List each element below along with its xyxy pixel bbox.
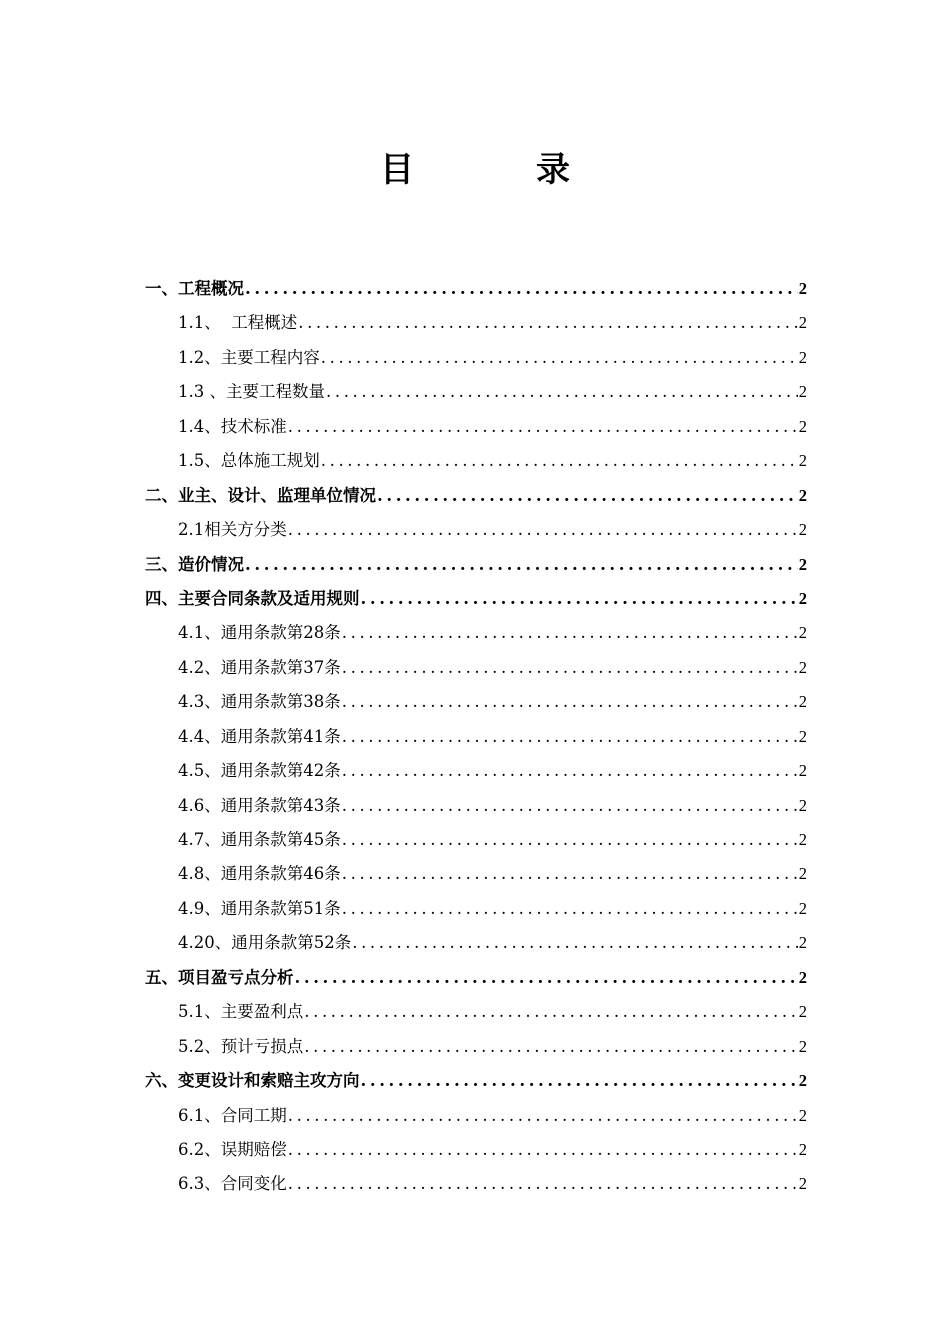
- toc-subsection-entry[interactable]: [145, 892, 807, 926]
- toc-dot-leader: [304, 995, 798, 1029]
- toc-subsection-entry[interactable]: [145, 823, 807, 857]
- toc-page-number: 2: [798, 588, 807, 608]
- toc-entry-label: 4.9、通用条款第51条: [178, 898, 341, 918]
- table-of-contents: [145, 272, 807, 1202]
- toc-subsection-entry[interactable]: [145, 720, 807, 754]
- toc-entry-label: 4.4、通用条款第41条: [178, 726, 341, 746]
- toc-entry-label: 1.3 、主要工程数量: [178, 382, 325, 402]
- toc-subsection-entry[interactable]: [145, 789, 807, 823]
- toc-dot-leader: [361, 1064, 798, 1098]
- toc-page-number: 2: [798, 623, 807, 643]
- toc-entry-label: 4.6、通用条款第43条: [178, 795, 341, 815]
- toc-entry-label: 五、项目盈亏点分析: [145, 967, 294, 987]
- toc-entry-label: 一、工程概况: [145, 279, 244, 298]
- toc-entry-label: 三、造价情况: [145, 554, 244, 574]
- toc-entry-label: 2.1相关方分类: [178, 520, 287, 540]
- toc-page-number: 2: [798, 898, 807, 918]
- toc-section-entry[interactable]: [145, 1064, 807, 1098]
- toc-page-number: 2: [798, 1105, 807, 1125]
- toc-dot-leader: [288, 1099, 798, 1133]
- toc-entry-label: 5.2、预计亏损点: [178, 1036, 304, 1056]
- toc-entry-label: 5.1、主要盈利点: [178, 1002, 304, 1022]
- toc-page-number: 2: [798, 554, 807, 574]
- toc-entry-label: 4.7、通用条款第45条: [178, 830, 341, 849]
- toc-dot-leader: [321, 444, 798, 478]
- toc-dot-leader: [288, 410, 798, 444]
- toc-dot-leader: [342, 754, 798, 788]
- toc-dot-leader: [298, 306, 798, 340]
- toc-subsection-entry[interactable]: [145, 306, 807, 340]
- toc-dot-leader: [342, 823, 798, 857]
- toc-subsection-entry[interactable]: [145, 444, 807, 478]
- toc-dot-leader: [342, 789, 798, 823]
- toc-section-entry[interactable]: [145, 479, 807, 513]
- toc-subsection-entry[interactable]: [145, 651, 807, 685]
- toc-page-number: 2: [798, 1174, 807, 1194]
- toc-page-number: 2: [798, 761, 807, 781]
- toc-dot-leader: [295, 961, 798, 995]
- toc-page-number: 2: [798, 520, 807, 540]
- toc-entry-label: 1.5、总体施工规划: [178, 451, 320, 471]
- toc-subsection-entry[interactable]: [145, 685, 807, 719]
- toc-section-entry[interactable]: [145, 961, 807, 995]
- toc-page-number: 2: [798, 657, 807, 677]
- toc-title: 目 录: [380, 150, 614, 190]
- toc-entry-label: 4.3、通用条款第38条: [178, 692, 341, 712]
- toc-page-number: 2: [798, 830, 807, 849]
- toc-entry-label: 1.1、 工程概述: [178, 313, 298, 333]
- toc-dot-leader: [245, 548, 798, 582]
- toc-page-number: 2: [798, 347, 807, 367]
- toc-dot-leader: [321, 341, 798, 375]
- toc-subsection-entry[interactable]: [145, 1099, 807, 1133]
- toc-page-number: 2: [798, 864, 807, 884]
- toc-section-entry[interactable]: [145, 582, 807, 616]
- toc-page-number: 2: [798, 933, 807, 953]
- toc-entry-label: 4.2、通用条款第37条: [178, 657, 341, 677]
- toc-subsection-entry[interactable]: [145, 926, 807, 960]
- toc-dot-leader: [342, 857, 798, 891]
- toc-section-entry[interactable]: [145, 272, 807, 306]
- toc-page-number: 2: [798, 692, 807, 712]
- toc-page-number: 2: [798, 1036, 807, 1056]
- toc-page-number: 2: [798, 967, 807, 987]
- toc-page-number: 2: [798, 1139, 807, 1159]
- toc-dot-leader: [342, 892, 798, 926]
- toc-page-number: 2: [798, 726, 807, 746]
- toc-dot-leader: [342, 685, 798, 719]
- toc-page-number: 2: [798, 313, 807, 333]
- toc-entry-label: 4.20、通用条款第52条: [178, 933, 352, 953]
- toc-page-number: 2: [798, 416, 807, 436]
- toc-subsection-entry[interactable]: [145, 1030, 807, 1064]
- toc-subsection-entry[interactable]: [145, 754, 807, 788]
- toc-entry-label: 4.1、通用条款第28条: [178, 623, 341, 643]
- toc-dot-leader: [352, 926, 798, 960]
- toc-page-number: 2: [798, 1071, 807, 1091]
- toc-page-number: 2: [798, 279, 807, 298]
- toc-entry-label: 二、业主、设计、监理单位情况: [145, 485, 376, 505]
- toc-subsection-entry[interactable]: [145, 513, 807, 547]
- toc-page-number: 2: [798, 485, 807, 505]
- toc-dot-leader: [288, 1133, 798, 1167]
- toc-dot-leader: [288, 513, 798, 547]
- toc-subsection-entry[interactable]: [145, 995, 807, 1029]
- toc-page-number: 2: [798, 1002, 807, 1022]
- toc-dot-leader: [377, 479, 798, 513]
- toc-dot-leader: [304, 1030, 798, 1064]
- toc-subsection-entry[interactable]: [145, 1167, 807, 1201]
- toc-dot-leader: [342, 651, 798, 685]
- toc-entry-label: 四、主要合同条款及适用规则: [145, 588, 360, 608]
- toc-dot-leader: [361, 582, 798, 616]
- toc-subsection-entry[interactable]: [145, 857, 807, 891]
- toc-entry-label: 1.4、技术标准: [178, 416, 287, 436]
- toc-entry-label: 6.3、合同变化: [178, 1174, 287, 1194]
- toc-dot-leader: [245, 272, 798, 306]
- toc-dot-leader: [342, 616, 798, 650]
- toc-entry-label: 6.2、误期赔偿: [178, 1139, 287, 1159]
- toc-subsection-entry[interactable]: [145, 616, 807, 650]
- toc-page-number: 2: [798, 795, 807, 815]
- toc-subsection-entry[interactable]: [145, 410, 807, 444]
- toc-entry-label: 1.2、主要工程内容: [178, 347, 320, 367]
- toc-subsection-entry[interactable]: [145, 375, 807, 409]
- toc-dot-leader: [342, 720, 798, 754]
- toc-subsection-entry[interactable]: [145, 341, 807, 375]
- toc-page-number: 2: [798, 451, 807, 471]
- toc-entry-label: 六、变更设计和索赔主攻方向: [145, 1071, 360, 1091]
- toc-subsection-entry[interactable]: [145, 1133, 807, 1167]
- toc-page-number: 2: [798, 382, 807, 402]
- toc-entry-label: 6.1、合同工期: [178, 1105, 287, 1125]
- toc-entry-label: 4.8、通用条款第46条: [178, 864, 341, 884]
- toc-dot-leader: [326, 375, 798, 409]
- toc-entry-label: 4.5、通用条款第42条: [178, 761, 341, 781]
- toc-section-entry[interactable]: [145, 548, 807, 582]
- toc-dot-leader: [288, 1167, 798, 1201]
